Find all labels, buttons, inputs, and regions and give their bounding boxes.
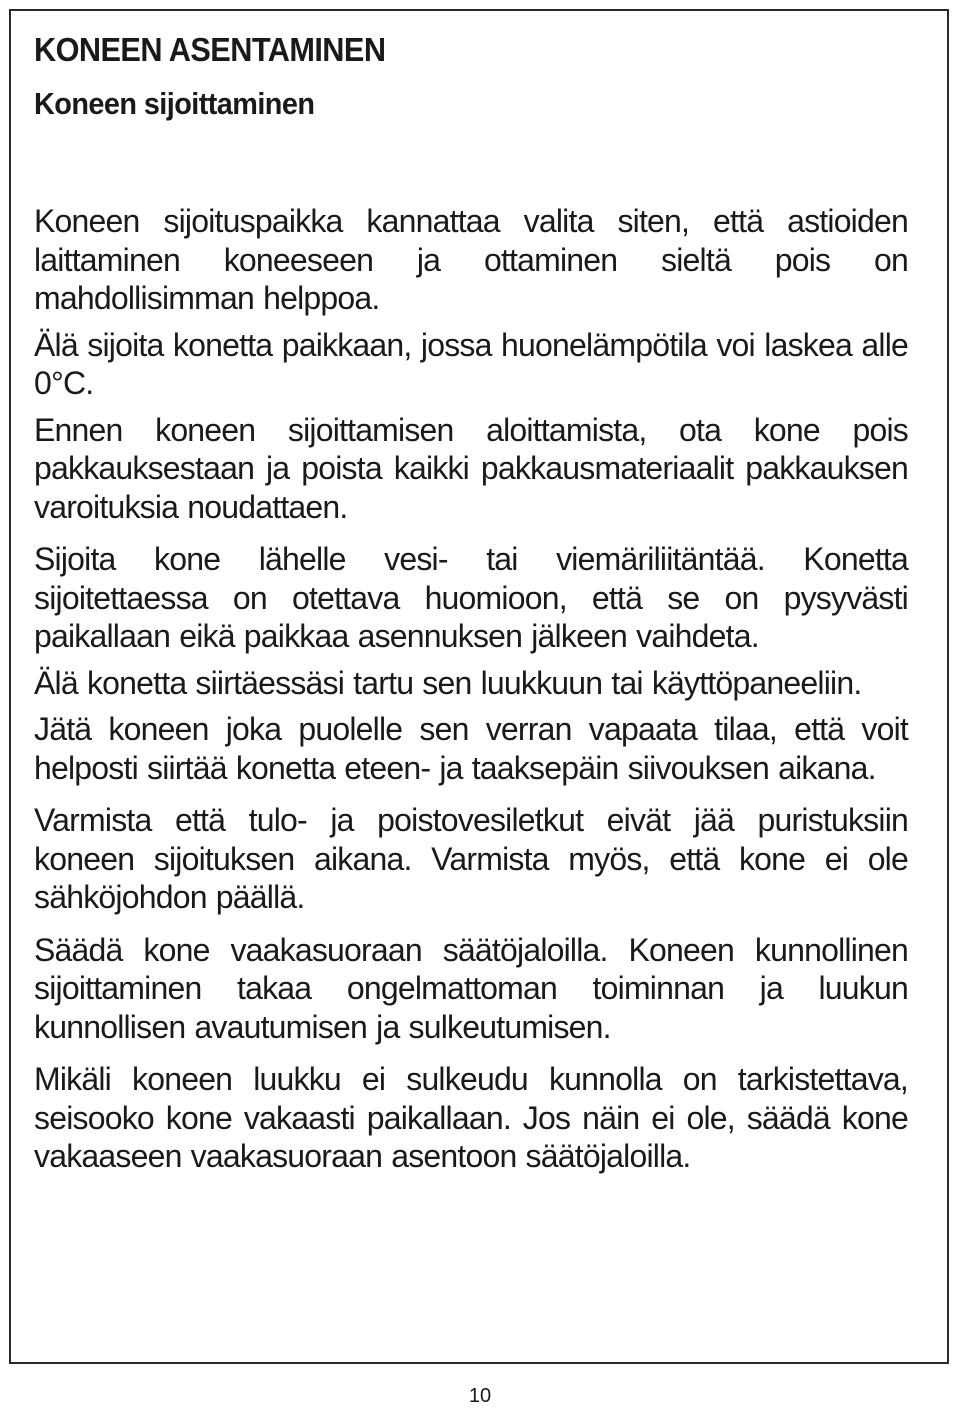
page-number: 10 (468, 1385, 492, 1407)
paragraph: Älä sijoita konetta paikkaan, jossa huonelämpötila voi laskea alle 0°C. (34, 326, 908, 401)
paragraph: Ennen koneen sijoittamisen aloittamista, ota kone pois pakkauksestaan ja poista kaikki pakkausmateriaalit pakkauksen varoituksia noudattaen. (34, 411, 908, 525)
page-content (34, 26, 908, 1190)
paragraph: Varmista että tulo- ja poistovesiletkut eivät jää puristuksiin koneen sijoituksen aikana. Varmista myös, että kone ei ole sähköjohdon päällä. (34, 802, 908, 915)
paragraph: Koneen sijoituspaikka kannattaa valita siten, että astioiden laittaminen koneeseen ja ottaminen sieltä pois on mahdollisimman helppoa. (34, 203, 908, 316)
paragraph: Älä konetta siirtäessäsi tartu sen luukkuun tai käyttöpaneeliin. (34, 664, 862, 701)
paragraph: Mikäli koneen luukku ei sulkeudu kunnolla on tarkistettava, seisooko kone vakaasti paikallaan. Jos näin ei ole, säädä kone vakaaseen vaakasuoraan asentoon säätöjaloilla. (34, 1061, 908, 1174)
paragraph: Säädä kone vaakasuoraan säätöjaloilla. Koneen kunnollinen sijoittaminen takaa ongelmattoman toiminnan ja luukun kunnollisen avautumisen ja sulkeutumisen. (34, 931, 908, 1045)
paragraph: Sijoita kone lähelle vesi- tai viemäriliitäntää. Konetta sijoitettaessa on otettava huomioon, että se on pysyvästi paikallaan eikä paikkaa asennuksen jälkeen vaihdeta. (34, 541, 908, 654)
body-text (34, 202, 908, 1176)
section-subheading: Koneen sijoittaminen (34, 86, 315, 121)
paragraph: Jätä koneen joka puolelle sen verran vapaata tilaa, että voit helposti siirtää konetta eteen- ja taaksepäin siivouksen aikana. (34, 711, 908, 786)
section-heading: KONEEN ASENTAMINEN (34, 31, 386, 68)
